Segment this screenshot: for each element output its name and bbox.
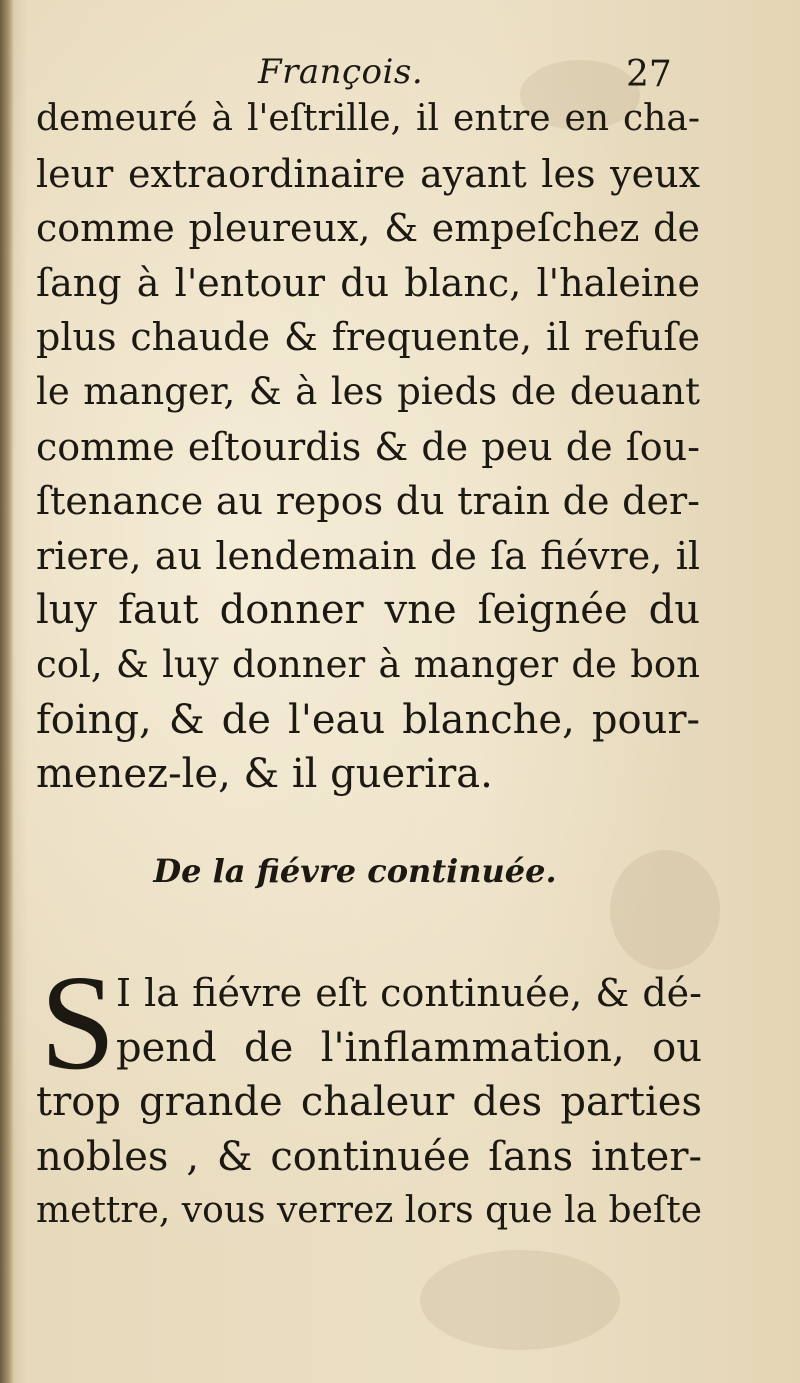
- text-line: nobles , & continuée ſans inter-: [36, 1133, 702, 1180]
- section-heading-text: De la fiévre continuée.: [153, 852, 557, 890]
- text-line: pend de l'inflammation, ou: [116, 1024, 702, 1071]
- section-heading: [0, 852, 800, 890]
- text-line: leur extraordinaire ayant les yeux: [36, 151, 700, 196]
- text-line: ſtenance au repos du train de der-: [36, 479, 700, 524]
- text-line: I la fiévre eſt continuée, & dé-: [116, 971, 702, 1015]
- text-line: comme pleureux, & empeſchez de: [36, 206, 700, 251]
- text-line: trop grande chaleur des parties: [36, 1079, 702, 1126]
- text-line: le manger, & à les pieds de deuant: [36, 369, 700, 413]
- paragraph-1: [36, 92, 700, 802]
- paragraph-2: [36, 948, 702, 1239]
- text-line: demeuré à l'eſtrille, il entre en cha-: [36, 98, 700, 139]
- text-line: riere, au lendemain de ſa fiévre, il: [36, 533, 700, 578]
- text-line: comme eſtourdis & de peu de ſou-: [36, 424, 700, 469]
- running-title: François.: [258, 52, 424, 92]
- text-line: luy faut donner vne ſeignée du: [36, 587, 700, 634]
- text-line: menez-le, & il guerira.: [36, 751, 493, 798]
- text-line: mettre, vous verrez lors que la beſte: [36, 1190, 702, 1232]
- text-line: ſang à l'entour du blanc, l'haleine: [36, 260, 700, 305]
- drop-cap: S: [40, 948, 116, 1098]
- paper-stain: [420, 1250, 620, 1350]
- text-line: col, & luy donner à manger de bon: [36, 642, 700, 686]
- page-gutter: [0, 0, 14, 1383]
- text-line: foing, & de l'eau blanche, pour-: [36, 696, 700, 743]
- text-line: plus chaude & frequente, il refuſe: [36, 315, 700, 360]
- page-number: 27: [626, 54, 672, 95]
